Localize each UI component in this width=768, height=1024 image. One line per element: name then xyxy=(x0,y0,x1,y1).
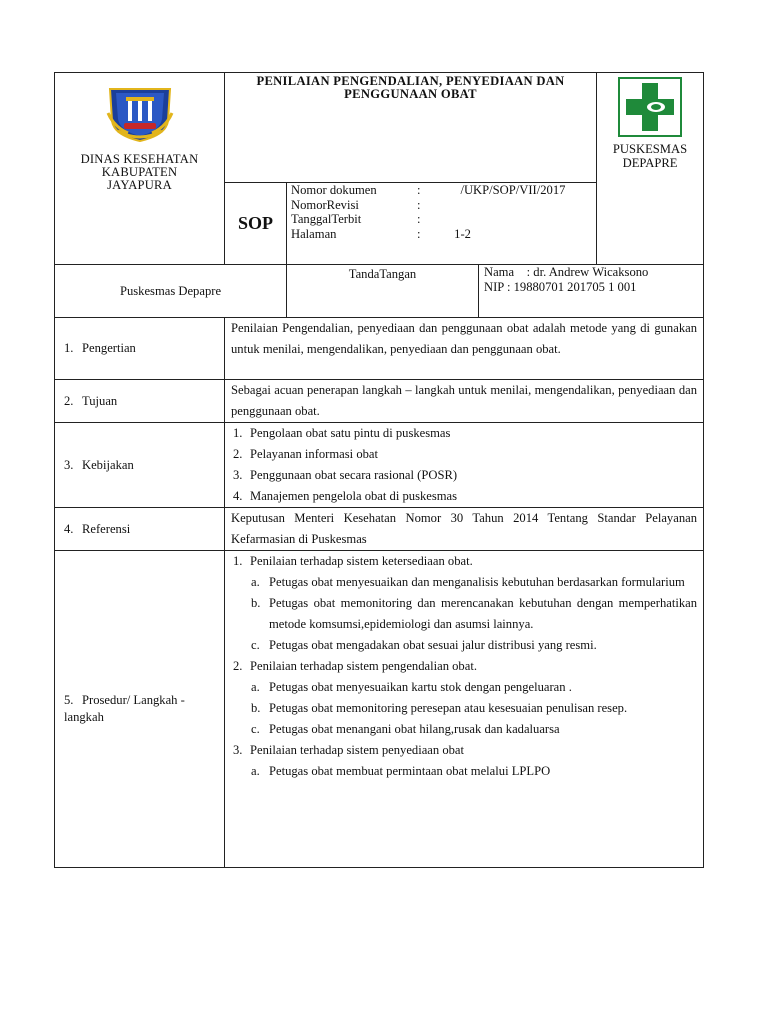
title-line-2: PENGGUNAAN OBAT xyxy=(344,87,477,102)
document-meta xyxy=(287,183,597,265)
left-institution-name xyxy=(55,153,224,193)
procedure-substep: a. Petugas obat menyesuaikan dan menganalisis kebutuhan berdasarkan formularium xyxy=(251,575,685,589)
meta-row-document-number: Nomor dokumen : /UKP/SOP/VII/2017 xyxy=(291,183,566,197)
section-label-pengertian: 1. Pengertian xyxy=(55,318,225,380)
document-title xyxy=(225,73,597,183)
sop-table xyxy=(54,72,704,868)
right-institution-cell xyxy=(597,73,704,265)
list-item: 3. Penggunaan obat secara rasional (POSR) xyxy=(233,468,458,482)
title-line-1: PENILAIAN PENGENDALIAN, PENYEDIAAN DAN xyxy=(256,74,565,88)
section-label-referensi: 4. Referensi xyxy=(55,508,225,551)
procedure-step: 1. Penilaian terhadap sistem ketersediaan obat. xyxy=(233,554,473,568)
section-label-prosedur: 5. Prosedur/ Langkah - langkah xyxy=(55,551,225,868)
puskesmas-line-1: PUSKESMAS xyxy=(612,142,688,156)
procedure-step: 2. Penilaian terhadap sistem pengendalian obat. xyxy=(233,659,477,673)
section-content-prosedur xyxy=(225,551,704,868)
signature-label: TandaTangan xyxy=(287,265,479,318)
institution-line-1: DINAS KESEHATAN xyxy=(80,152,199,166)
list-item: 2. Pelayanan informasi obat xyxy=(233,447,378,461)
section-label-kebijakan: 3. Kebijakan xyxy=(55,423,225,508)
signatory-nip: NIP : 19880701 201705 1 001 xyxy=(484,280,637,294)
procedure-substep: b. Petugas obat memonitoring dan merencanakan kebutuhan dengan memperhatikan metode komsumsi,epidemiologi dan asumsi lainnya. xyxy=(251,596,698,631)
meta-row-revision: NomorRevisi : xyxy=(291,197,421,212)
section-content-referensi xyxy=(225,508,704,551)
procedure-step: 3. Penilaian terhadap sistem penyediaan obat xyxy=(233,743,465,757)
procedure-substep: c. Petugas obat menangani obat hilang,rusak dan kadaluarsa xyxy=(251,722,560,736)
pengertian-text: Penilaian Pengendalian, penyediaan dan penggunaan obat adalah metode yang di gunakan untuk menilai, mengendalikan, penyediaan dan penggunaan obat. xyxy=(231,321,698,356)
tujuan-text: Sebagai acuan penerapan langkah – langkah untuk menilai, mengendalikan, penyediaan dan penggunaan obat. xyxy=(231,383,698,418)
section-label-tujuan: 2. Tujuan xyxy=(55,380,225,423)
procedure-substep: a. Petugas obat menyesuaikan kartu stok dengan pengeluaran . xyxy=(251,680,572,694)
puskesmas-logo-icon xyxy=(618,77,682,137)
puskesmas-line-2: DEPAPRE xyxy=(622,155,678,170)
list-item: 4. Manajemen pengelola obat di puskesmas xyxy=(233,489,458,503)
procedure-substep: a. Petugas obat membuat permintaan obat melalui LPLPO xyxy=(251,764,551,778)
section-content-pengertian xyxy=(225,318,704,380)
section-content-kebijakan xyxy=(225,423,704,508)
procedure-substep: c. Petugas obat mengadakan obat sesuai jalur distribusi yang resmi. xyxy=(251,638,597,652)
list-item: 1. Pengolaan obat satu pintu di puskesmas xyxy=(233,426,451,440)
signatory-name: Nama : dr. Andrew Wicaksono xyxy=(484,265,649,279)
right-institution-name xyxy=(597,143,703,171)
left-institution-cell xyxy=(55,73,225,265)
sop-label: SOP xyxy=(225,183,287,265)
meta-row-page: Halaman : 1-2 xyxy=(291,226,471,241)
kebijakan-list xyxy=(231,423,697,507)
institution-line-2: KABUPATEN xyxy=(101,165,178,180)
procedure-substep: b. Petugas obat memonitoring peresepan atau kesesuaian penulisan resep. xyxy=(251,701,628,715)
jayapura-regency-emblem-icon xyxy=(104,83,176,143)
institution-line-3: JAYAPURA xyxy=(107,178,172,193)
referensi-text: Keputusan Menteri Kesehatan Nomor 30 Tahun 2014 Tentang Standar Pelayanan Kefarmasian di Puskesmas xyxy=(231,511,698,546)
signatory xyxy=(479,265,704,318)
section-content-tujuan xyxy=(225,380,704,423)
meta-row-issue-date: TanggalTerbit : xyxy=(291,212,421,227)
unit-name: Puskesmas Depapre xyxy=(55,265,287,318)
